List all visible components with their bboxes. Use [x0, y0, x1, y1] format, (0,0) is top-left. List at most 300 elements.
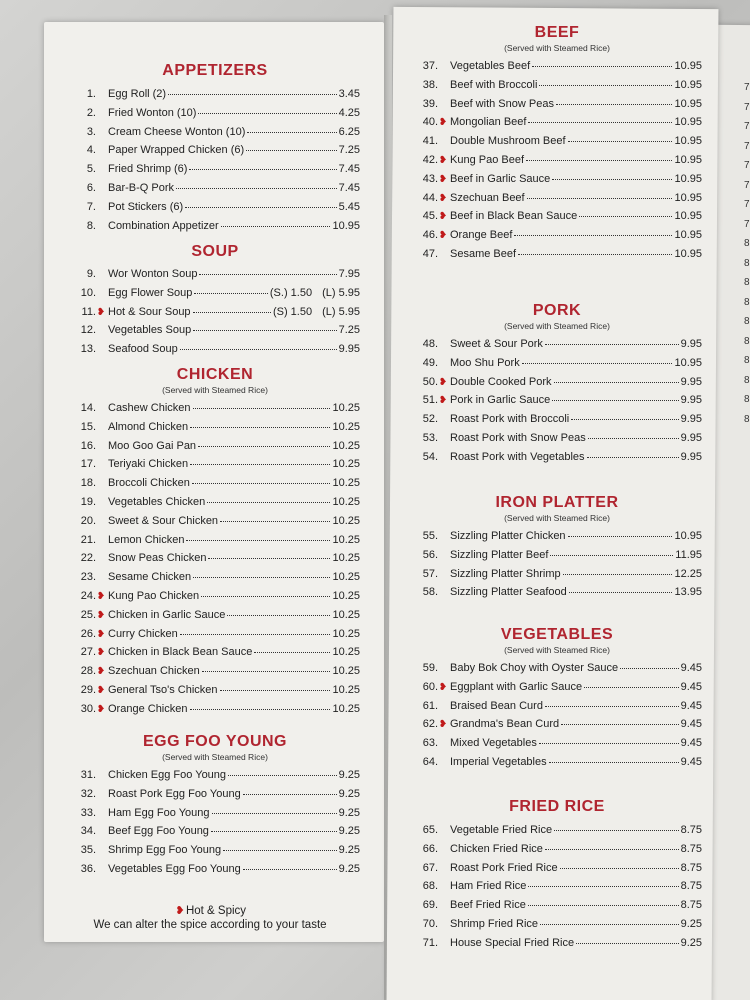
dot-leader — [528, 894, 679, 906]
item-price: 10.95 — [674, 116, 702, 129]
item-price: 9.25 — [338, 862, 360, 875]
item-number: 15. — [80, 420, 96, 433]
item-price: 7.25 — [338, 324, 360, 337]
dot-leader — [254, 641, 330, 653]
menu-item-list — [412, 659, 702, 772]
item-name: Moo Goo Gai Pan — [108, 439, 197, 452]
item-price: 10.95 — [674, 530, 702, 542]
fragment-number: 7 — [744, 218, 750, 230]
item-name: Orange Chicken — [108, 702, 188, 715]
item-name: Combination Appetizer — [108, 219, 219, 232]
item-number: 25. — [80, 608, 96, 621]
dot-leader — [193, 301, 271, 313]
item-name: Vegetable Fried Rice — [450, 824, 553, 836]
item-number: 21. — [80, 533, 96, 546]
item-name: Kung Pao Beef — [450, 153, 525, 166]
item-number: 59. — [422, 662, 438, 674]
item-number: 70. — [422, 917, 438, 930]
fragment-number: 8 — [744, 316, 750, 327]
item-number: 3. — [86, 125, 96, 138]
chili-pepper-icon: ❥ — [96, 590, 106, 602]
dot-leader — [228, 764, 337, 776]
menu-item-list — [412, 57, 702, 264]
section-title: FRIED RICE — [509, 798, 605, 815]
item-name: Braised Bean Curd — [450, 699, 543, 712]
dot-leader — [193, 397, 331, 409]
item-name: Vegetables Beef — [450, 60, 531, 72]
item-name: Double Cooked Pork — [450, 375, 552, 388]
item-name: Paper Wrapped Chicken (6) — [108, 144, 245, 157]
item-price-small: (S) 1.50 — [272, 305, 313, 318]
section-egg-foo-young — [70, 733, 360, 879]
fragment-number: 7 — [744, 199, 750, 210]
item-price: 10.95 — [674, 247, 702, 260]
chili-pepper-icon: ❥ — [96, 306, 106, 318]
item-number: 35. — [80, 844, 96, 857]
item-name: Bar-B-Q Pork — [108, 181, 175, 194]
item-price: 8.75 — [680, 842, 702, 855]
chili-pepper-icon: ❥ — [438, 376, 448, 388]
item-name: Vegetables Chicken — [108, 495, 206, 508]
item-price: 10.25 — [332, 495, 360, 508]
fragment-number: 7 — [744, 179, 750, 191]
section-pork — [412, 302, 702, 467]
fragment-number: 7 — [744, 82, 750, 93]
item-name: Fried Wonton (10) — [108, 106, 197, 119]
item-name: Beef in Garlic Sauce — [450, 172, 551, 185]
dot-leader — [568, 525, 673, 537]
item-number: 69. — [422, 899, 438, 912]
item-name: Pot Stickers (6) — [108, 200, 184, 213]
chili-pepper-icon: ❥ — [438, 192, 448, 204]
dot-leader — [198, 102, 336, 114]
item-name: Grandma's Bean Curd — [450, 718, 560, 731]
item-price: 10.25 — [332, 702, 360, 715]
item-price: 9.95 — [680, 450, 702, 463]
dot-leader — [208, 547, 330, 559]
dot-leader — [569, 581, 673, 593]
item-number: 8. — [86, 219, 96, 232]
item-name: Sizzling Platter Chicken — [450, 530, 566, 542]
item-number: 9. — [86, 268, 96, 280]
item-price: 7.25 — [338, 144, 360, 157]
dot-leader — [518, 243, 672, 255]
chili-pepper-icon: ❥ — [438, 211, 448, 223]
item-number: 2. — [86, 106, 96, 119]
item-name: Chicken Egg Foo Young — [108, 769, 227, 781]
dot-leader — [186, 529, 330, 541]
item-price: 9.45 — [680, 680, 702, 693]
item-number: 10. — [80, 286, 96, 299]
item-number: 60. — [422, 680, 438, 693]
item-name: Beef in Black Bean Sauce — [450, 210, 578, 223]
section-appetizers — [70, 62, 360, 235]
item-price: 8.75 — [680, 861, 702, 874]
menu-item — [70, 860, 360, 879]
fragment-number: 7 — [744, 101, 750, 113]
item-price: 5.45 — [338, 200, 360, 213]
item-name: Cream Cheese Wonton (10) — [108, 125, 246, 138]
dot-leader — [576, 932, 678, 944]
item-number: 14. — [80, 402, 96, 414]
dot-leader — [552, 389, 678, 401]
item-name: Moo Shu Pork — [450, 356, 520, 369]
item-name: Hot & Sour Soup — [108, 305, 191, 318]
item-price: 10.25 — [332, 439, 360, 452]
item-price: 7.45 — [338, 163, 360, 176]
item-name: Szechuan Beef — [450, 191, 525, 204]
item-name: Mixed Vegetables — [450, 737, 537, 750]
item-name: Wor Wonton Soup — [108, 268, 198, 280]
item-name: Curry Chicken — [108, 627, 178, 640]
item-price: 9.95 — [680, 431, 702, 444]
item-name: Egg Roll (2) — [108, 88, 167, 100]
item-number: 24. — [80, 589, 96, 602]
item-number: 39. — [422, 97, 438, 110]
item-price: 9.25 — [338, 787, 360, 800]
item-price: 13.95 — [674, 586, 702, 599]
item-number: 46. — [422, 229, 438, 242]
dot-leader — [539, 74, 672, 86]
item-price: 10.95 — [674, 97, 702, 110]
chili-pepper-icon: ❥ — [438, 117, 448, 129]
item-price: 8.75 — [680, 824, 702, 836]
item-price: 8.75 — [680, 899, 702, 912]
dot-leader — [571, 408, 678, 420]
item-name: Szechuan Chicken — [108, 665, 200, 678]
item-number: 52. — [422, 413, 438, 426]
section-subtitle: (Served with Steamed Rice) — [162, 385, 268, 395]
item-number: 1. — [86, 88, 96, 100]
item-price: 10.95 — [674, 153, 702, 166]
item-number: 53. — [422, 431, 438, 444]
dot-leader — [528, 875, 678, 887]
item-name: Vegetables Egg Foo Young — [108, 862, 241, 875]
section-subtitle: (Served with Steamed Rice) — [162, 752, 268, 762]
item-number: 34. — [80, 825, 96, 838]
item-price: 3.45 — [338, 88, 360, 100]
item-name: Sizzling Platter Shrimp — [450, 567, 561, 580]
item-name: Ham Fried Rice — [450, 880, 527, 893]
dot-leader — [168, 83, 337, 95]
item-price: 10.25 — [332, 571, 360, 584]
item-name: Ham Egg Foo Young — [108, 806, 210, 819]
section-title: IRON PLATTER — [495, 494, 619, 511]
dot-leader — [221, 215, 331, 227]
section-subtitle: (Served with Steamed Rice) — [504, 645, 610, 655]
dot-leader — [584, 676, 679, 688]
menu-item — [412, 245, 702, 264]
item-price: 10.25 — [332, 608, 360, 621]
dot-leader — [212, 802, 337, 814]
chili-pepper-icon: ❥ — [96, 684, 106, 696]
item-price: 4.25 — [338, 106, 360, 119]
dot-leader — [243, 783, 337, 795]
dot-leader — [189, 158, 336, 170]
menu-item-list — [70, 766, 360, 879]
item-price: 9.25 — [338, 769, 360, 781]
spicy-legend-label: Hot & Spicy — [185, 905, 247, 917]
spice-note: We can alter the spice according to your taste — [93, 919, 327, 931]
fragment-number: 7 — [744, 160, 750, 171]
dot-leader — [220, 679, 331, 691]
item-number: 28. — [80, 665, 96, 678]
item-number: 48. — [422, 338, 438, 350]
item-price: 10.95 — [674, 135, 702, 148]
item-name: Sesame Chicken — [108, 571, 192, 584]
section-title: BEEF — [534, 24, 580, 41]
item-price: 9.25 — [680, 917, 702, 930]
item-price: 9.95 — [680, 413, 702, 426]
item-name: Shrimp Fried Rice — [450, 917, 539, 930]
item-price: 10.95 — [674, 229, 702, 242]
item-price: 10.25 — [332, 646, 360, 659]
fragment-number: 8 — [744, 413, 750, 425]
section-iron-platter — [412, 494, 702, 602]
chili-pepper-icon: ❥ — [438, 681, 448, 693]
item-price: 6.25 — [338, 125, 360, 138]
item-number: 54. — [422, 450, 438, 463]
item-number: 26. — [80, 627, 96, 640]
dot-leader — [620, 657, 678, 669]
section-title: APPETIZERS — [162, 62, 268, 79]
dot-leader — [243, 858, 337, 870]
dot-leader — [563, 563, 673, 575]
section-beef — [412, 24, 702, 264]
fragment-number: 8 — [744, 335, 750, 347]
item-name: Lemon Chicken — [108, 533, 185, 546]
item-price: 10.25 — [332, 477, 360, 490]
item-name: Roast Pork with Broccoli — [450, 413, 570, 426]
menu-item — [412, 753, 702, 772]
item-price: 10.25 — [332, 420, 360, 433]
item-price: 10.25 — [332, 402, 360, 414]
chili-pepper-icon: ❥ — [175, 905, 185, 917]
dot-leader — [554, 819, 678, 831]
item-number: 6. — [86, 181, 96, 194]
dot-leader — [198, 435, 330, 447]
item-price: 9.25 — [338, 844, 360, 857]
item-number: 32. — [80, 787, 96, 800]
dot-leader — [545, 838, 679, 850]
dot-leader — [227, 604, 330, 616]
dot-leader — [539, 732, 679, 744]
item-number: 49. — [422, 356, 438, 369]
item-number: 20. — [80, 514, 96, 527]
dot-leader — [201, 585, 330, 597]
item-number: 65. — [422, 824, 438, 836]
item-name: Sizzling Platter Beef — [450, 548, 549, 561]
item-number: 17. — [80, 458, 96, 471]
item-number: 12. — [80, 324, 96, 337]
item-name: Seafood Soup — [108, 343, 178, 356]
dot-leader — [568, 130, 673, 142]
item-price-pair — [270, 284, 360, 303]
dot-leader — [528, 111, 672, 123]
section-title: PORK — [532, 302, 582, 319]
section-title: SOUP — [191, 243, 239, 260]
item-price: 10.95 — [674, 172, 702, 185]
dot-leader — [193, 319, 336, 331]
item-number: 47. — [422, 247, 438, 260]
section-title: EGG FOO YOUNG — [143, 733, 287, 750]
section-fried-rice — [412, 798, 702, 953]
dot-leader — [554, 371, 679, 383]
menu-item-list — [70, 85, 360, 235]
item-price: 9.95 — [680, 394, 702, 407]
item-number: 22. — [80, 552, 96, 565]
dot-leader — [527, 187, 673, 199]
menu-item — [70, 340, 360, 359]
item-number: 37. — [422, 60, 438, 72]
item-price: 9.45 — [680, 737, 702, 750]
item-number: 66. — [422, 842, 438, 855]
dot-leader — [522, 352, 673, 364]
item-number: 30. — [80, 702, 96, 715]
item-number: 51. — [422, 394, 438, 407]
item-number: 18. — [80, 477, 96, 490]
dot-leader — [560, 857, 679, 869]
item-price-small: (S.) 1.50 — [269, 286, 313, 299]
item-name: Sweet & Sour Chicken — [108, 514, 219, 527]
item-number: 13. — [80, 343, 96, 356]
item-number: 4. — [86, 144, 96, 157]
item-price-large: (L) 5.95 — [322, 305, 360, 318]
item-name: Chicken in Garlic Sauce — [108, 608, 226, 621]
menu-item — [70, 700, 360, 719]
fragment-number: 8 — [744, 277, 750, 288]
item-price: 9.95 — [680, 338, 702, 350]
chili-pepper-icon: ❥ — [96, 647, 106, 659]
item-name: Imperial Vegetables — [450, 755, 547, 768]
item-number: 7. — [86, 200, 96, 213]
dot-leader — [190, 453, 330, 465]
item-price: 10.95 — [674, 210, 702, 223]
item-name: Pork in Garlic Sauce — [450, 394, 551, 407]
item-number: 36. — [80, 862, 96, 875]
section-vegetables — [412, 626, 702, 772]
chili-pepper-icon: ❥ — [96, 703, 106, 715]
item-number: 42. — [422, 153, 438, 166]
item-price: 9.45 — [680, 699, 702, 712]
dot-leader — [176, 177, 337, 189]
dot-leader — [220, 510, 330, 522]
item-number: 56. — [422, 548, 438, 561]
chili-pepper-icon: ❥ — [96, 609, 106, 621]
menu-item — [70, 217, 360, 236]
item-price: 10.95 — [674, 191, 702, 204]
item-name: Roast Pork with Snow Peas — [450, 431, 586, 444]
fragment-number: 8 — [744, 296, 750, 308]
item-number: 44. — [422, 191, 438, 204]
section-chicken — [70, 366, 360, 719]
menu-item — [412, 934, 702, 953]
dot-leader — [190, 416, 330, 428]
dot-leader — [532, 55, 672, 67]
item-name: Roast Pork Egg Foo Young — [108, 787, 241, 800]
item-number: 31. — [80, 769, 96, 781]
item-price: 12.25 — [674, 567, 702, 580]
item-name: Almond Chicken — [108, 420, 189, 433]
menu-item — [412, 448, 702, 467]
item-name: Vegetables Soup — [108, 324, 192, 337]
dot-leader — [190, 698, 331, 710]
section-soup — [70, 243, 360, 359]
item-price: 10.25 — [332, 665, 360, 678]
dot-leader — [193, 566, 330, 578]
item-name: Roast Pork with Vegetables — [450, 450, 585, 463]
section-title: VEGETABLES — [500, 626, 614, 643]
menu-item-list — [70, 265, 360, 359]
item-name: Egg Flower Soup — [108, 286, 193, 299]
item-name: Beef with Snow Peas — [450, 97, 554, 110]
item-price: 10.95 — [674, 356, 702, 369]
item-number: 19. — [80, 495, 96, 508]
menu-item-list — [412, 335, 702, 467]
item-number: 67. — [422, 861, 438, 874]
menu-item-list — [70, 399, 360, 719]
dot-leader — [194, 282, 268, 294]
fragment-number: 7 — [744, 140, 750, 152]
item-number: 64. — [422, 755, 438, 768]
item-name: Beef with Broccoli — [450, 78, 538, 91]
fragment-number: 7 — [744, 121, 750, 132]
item-number: 58. — [422, 586, 438, 599]
item-price: 9.25 — [338, 806, 360, 819]
dot-leader — [545, 333, 679, 345]
chili-pepper-icon: ❥ — [96, 628, 106, 640]
dot-leader — [540, 913, 679, 925]
spicy-legend — [60, 904, 360, 931]
item-number: 57. — [422, 567, 438, 580]
next-page-fragment-numbers — [744, 82, 750, 433]
fragment-number: 8 — [744, 394, 750, 405]
dot-leader — [545, 695, 679, 707]
dot-leader — [579, 205, 672, 217]
item-price: 9.45 — [680, 662, 702, 674]
dot-leader — [526, 149, 672, 161]
item-name: Shrimp Egg Foo Young — [108, 844, 222, 857]
item-name: General Tso's Chicken — [108, 683, 218, 696]
item-name: Chicken Fried Rice — [450, 842, 543, 855]
item-price: 11.95 — [675, 548, 702, 561]
item-number: 45. — [422, 210, 438, 223]
item-number: 5. — [86, 163, 96, 176]
item-name: Broccoli Chicken — [108, 477, 190, 490]
item-name: Eggplant with Garlic Sauce — [450, 680, 583, 693]
item-name: Fried Shrimp (6) — [108, 163, 188, 176]
dot-leader — [587, 446, 679, 458]
item-name: Orange Beef — [450, 229, 513, 242]
dot-leader — [588, 427, 679, 439]
dot-leader — [192, 472, 331, 484]
dot-leader — [549, 751, 679, 763]
item-price: 10.25 — [332, 627, 360, 640]
item-number: 62. — [422, 718, 438, 731]
item-number: 68. — [422, 880, 438, 893]
item-price: 9.25 — [680, 936, 702, 949]
item-number: 33. — [80, 806, 96, 819]
dot-leader — [211, 820, 337, 832]
section-subtitle: (Served with Steamed Rice) — [504, 513, 610, 523]
item-name: Beef Fried Rice — [450, 899, 526, 912]
item-price: 10.25 — [332, 458, 360, 471]
item-number: 50. — [422, 375, 438, 388]
item-name: House Special Fried Rice — [450, 936, 575, 949]
menu-item-list — [412, 527, 702, 602]
fragment-number: 8 — [744, 238, 750, 249]
item-number: 61. — [422, 699, 438, 712]
